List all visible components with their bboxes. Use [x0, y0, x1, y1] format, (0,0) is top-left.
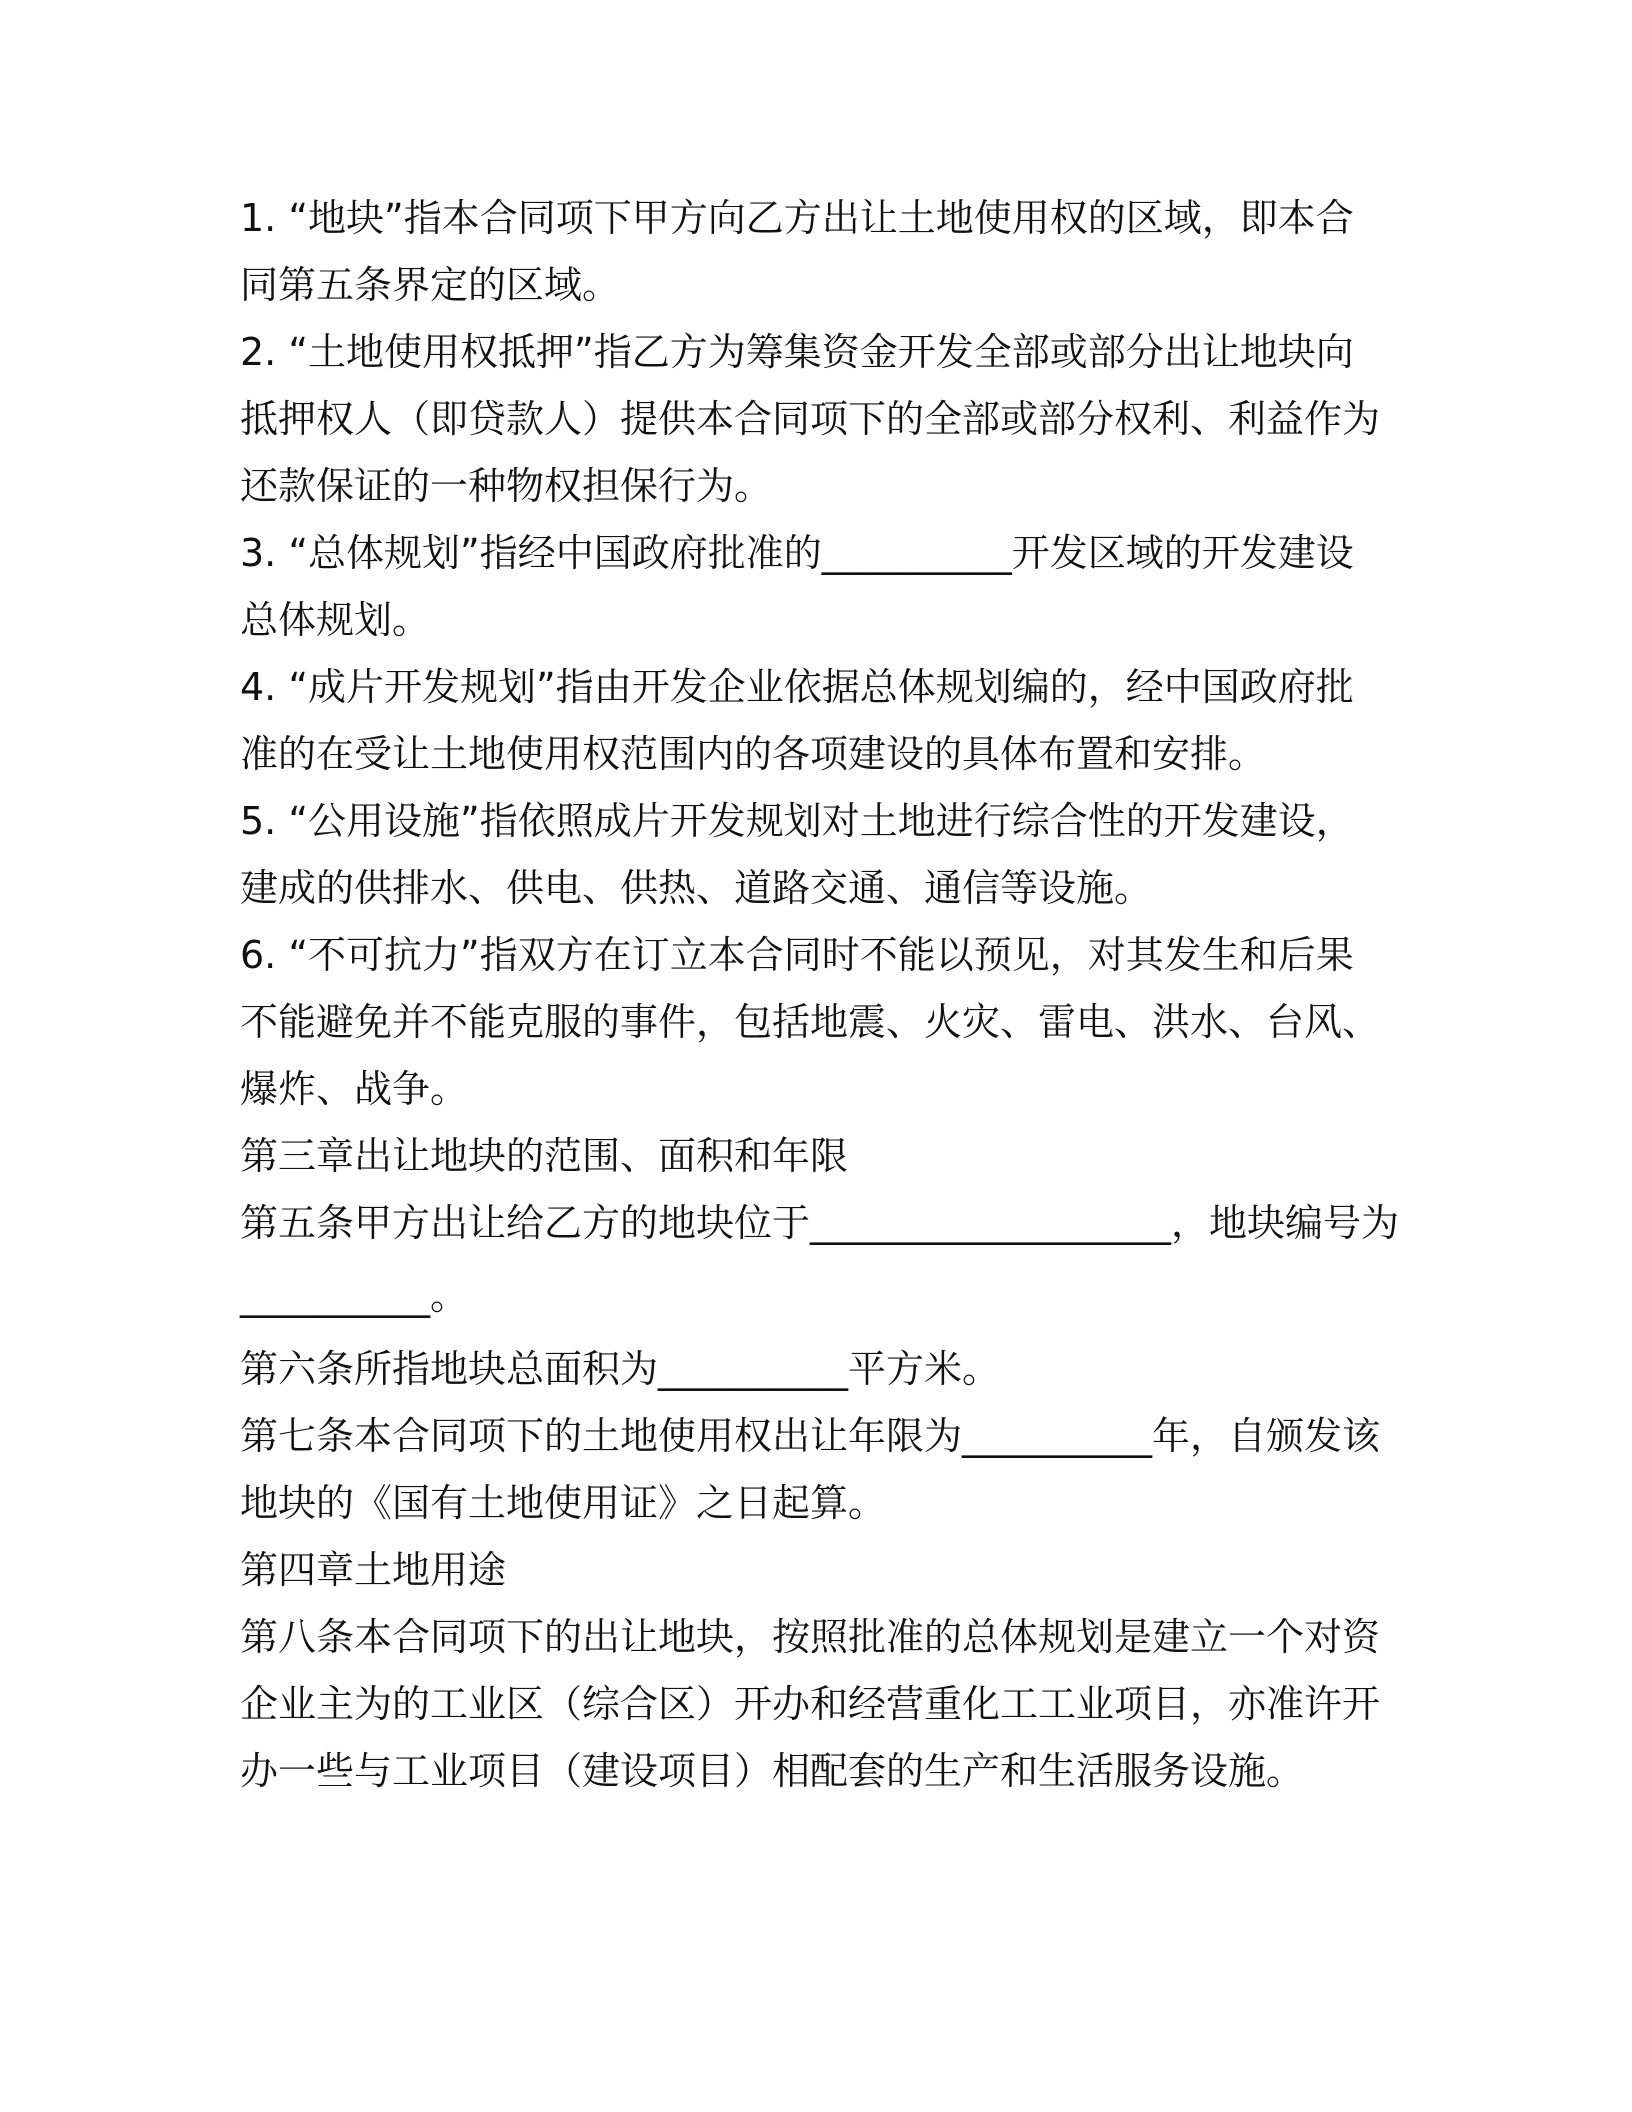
text-line: 同第五条界定的区域。	[240, 263, 621, 307]
text-line: __________。	[240, 1274, 469, 1318]
text-line: 3. “总体规划”指经中国政府批准的__________开发区域的开发建设	[240, 531, 1354, 575]
chapter-heading: 第四章土地用途	[240, 1548, 507, 1592]
text-line: 爆炸、战争。	[240, 1067, 469, 1111]
text-line: 6. “不可抗力”指双方在订立本合同时不能以预见，对其发生和后果	[240, 933, 1354, 977]
text-line: 第五条甲方出让给乙方的地块位于___________________，地块编号为	[240, 1201, 1400, 1245]
text-line: 抵押权人（即贷款人）提供本合同项下的全部或部分权利、利益作为	[240, 397, 1381, 441]
text-line: 1. “地块”指本合同项下甲方向乙方出让土地使用权的区域，即本合	[240, 196, 1354, 240]
text-line: 第八条本合同项下的出让地块，按照批准的总体规划是建立一个对资	[240, 1615, 1381, 1659]
text-line: 第七条本合同项下的土地使用权出让年限为__________年，自颁发该	[240, 1414, 1381, 1458]
text-line: 5. “公用设施”指依照成片开发规划对土地进行综合性的开发建设，	[240, 799, 1354, 843]
text-line: 企业主为的工业区（综合区）开办和经营重化工工业项目，亦准许开	[240, 1682, 1381, 1726]
text-line: 2. “土地使用权抵押”指乙方为筹集资金开发全部或部分出让地块向	[240, 330, 1354, 374]
text-line: 办一些与工业项目（建设项目）相配套的生产和生活服务设施。	[240, 1749, 1305, 1793]
text-line: 还款保证的一种物权担保行为。	[240, 464, 773, 508]
text-line: 准的在受让土地使用权范围内的各项建设的具体布置和安排。	[240, 732, 1267, 776]
text-line: 地块的《国有土地使用证》之日起算。	[240, 1481, 887, 1525]
text-line: 不能避免并不能克服的事件，包括地震、火灾、雷电、洪水、台风、	[240, 1000, 1381, 1044]
chapter-heading: 第三章出让地块的范围、面积和年限	[240, 1134, 849, 1178]
document-body	[240, 185, 1400, 1805]
text-line: 第六条所指地块总面积为__________平方米。	[240, 1347, 1001, 1391]
text-line: 4. “成片开发规划”指由开发企业依据总体规划编的，经中国政府批	[240, 665, 1354, 709]
text-line: 建成的供排水、供电、供热、道路交通、通信等设施。	[240, 866, 1153, 910]
text-line: 总体规划。	[240, 598, 431, 642]
